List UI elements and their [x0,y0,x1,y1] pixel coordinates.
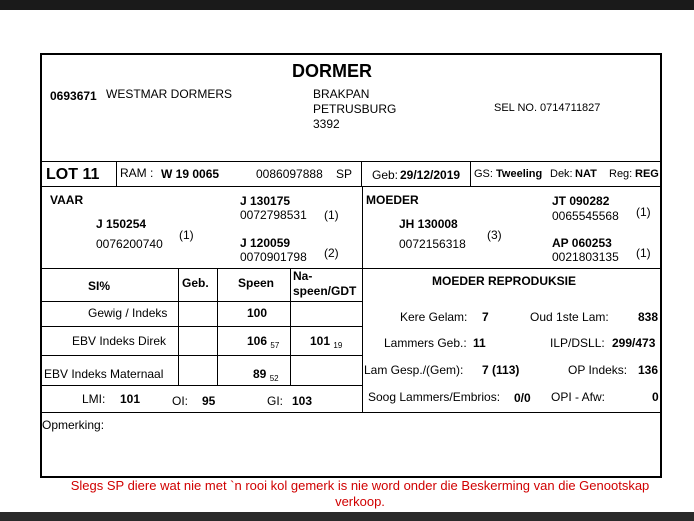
moeder-label: MOEDER [366,193,419,207]
address-line-1: BRAKPAN [313,87,370,101]
lam-gesp-value: 7 (113) [482,363,520,377]
lot-number: LOT 11 [46,166,100,183]
row-direk-label: EBV Indeks Direk [72,334,167,348]
ram-label: RAM : [120,166,154,180]
si-header: SI% [88,279,111,293]
opmerking-label: Opmerking: [42,418,105,432]
sire-sire-num: (1) [324,208,339,222]
dam-reg: 0072156318 [399,237,466,251]
breed-title: DORMER [292,61,372,81]
oi-label: OI: [172,394,189,408]
row-direk-speen-value: 106 [247,334,268,348]
repro-title: MOEDER REPRODUKSIE [432,274,577,288]
row-direk-speen [247,334,279,353]
ram-reg: 0086097888 [256,167,323,181]
sire-dam-reg: 0070901798 [240,250,307,264]
lammers-geb-label: Lammers Geb.: [384,336,467,350]
row-gewig-label: Gewig / Indeks [88,306,168,320]
row-maternaal-speen-value: 89 [253,367,267,381]
ilp-label: ILP/DSLL: [550,336,605,350]
sire-id: J 150254 [96,217,147,231]
divider-row-2 [42,355,362,356]
bottom-bar [0,512,694,521]
divider-perf-head [42,301,362,302]
reg-number: 0693671 [50,89,97,103]
lmi-label: LMI: [82,392,106,406]
divider-row-3 [42,385,362,386]
dam-dam-reg: 0021803135 [552,250,619,264]
lot-card [40,53,662,478]
row-direk-naspeen [310,334,342,353]
oud-label: Oud 1ste Lam: [530,310,609,324]
dam-id: JH 130008 [399,217,458,231]
opi-label: OPI - Afw: [551,390,606,404]
vaar-label: VAAR [50,193,84,207]
sire-dam-id: J 120059 [240,236,291,250]
gi-value: 103 [292,394,313,408]
gi-label: GI: [267,394,284,408]
gs-value: Tweeling [496,168,543,180]
row-direk-naspeen-sub: 19 [333,341,343,350]
divider-lot-top [42,161,662,162]
oud-value: 838 [638,310,659,324]
dam-dam-num: (1) [636,246,651,260]
geb-header: Geb. [182,276,209,290]
divider-geb [470,161,471,186]
owner-name: WESTMAR DORMERS [106,87,232,101]
row-gewig-speen: 100 [247,306,268,320]
geb-date: 29/12/2019 [400,168,461,182]
divider-lot-bottom [42,186,662,187]
divider-geb-col [178,268,179,385]
op-label: OP Indeks: [568,363,628,377]
sire-reg: 0076200740 [96,237,163,251]
gs-label: GS: [474,168,493,180]
lam-gesp-label: Lam Gesp./(Gem): [364,363,464,377]
sire-dam-num: (2) [324,246,339,260]
row-maternaal-label: EBV Indeks Maternaal [44,367,164,381]
sire-sire-id: J 130175 [240,194,291,208]
row-direk-naspeen-value: 101 [310,334,331,348]
sire-sire-reg: 0072798531 [240,208,307,222]
dam-dam-id: AP 060253 [552,236,612,250]
kere-gelam-label: Kere Gelam: [400,310,468,324]
divider-row-1 [42,326,362,327]
address-line-2: PETRUSBURG [313,102,397,116]
oi-value: 95 [202,394,216,408]
reg-label: Reg: [609,168,633,180]
row-maternaal-speen [253,367,279,386]
dam-sire-reg: 0065545568 [552,209,619,223]
divider-speen-col [217,268,218,385]
reg-value: REG [635,168,659,180]
dam-sire-num: (1) [636,205,651,219]
top-bar [0,0,694,10]
lammers-geb-value: 11 [473,336,486,350]
divider-perf-bottom [42,412,662,413]
ram-id: W 19 0065 [161,167,220,181]
dek-value: NAT [575,168,597,180]
address-line-3: 3392 [313,117,340,131]
naspeen-header: Na- speen/GDT [293,269,357,298]
ram-sp: SP [336,167,353,181]
divider-ram [361,161,362,186]
opi-value: 0 [652,390,659,404]
speen-header: Speen [238,276,275,290]
soog-value: 0/0 [514,391,531,405]
divider-naspeen-col [290,268,291,385]
divider-center [362,186,363,412]
lmi-value: 101 [120,392,141,406]
dek-label: Dek: [550,168,573,180]
geb-label: Geb: [372,168,399,182]
dam-sire-id: JT 090282 [552,194,610,208]
dam-num: (3) [487,228,502,242]
row-maternaal-speen-sub: 52 [269,374,279,383]
op-value: 136 [638,363,659,377]
soog-label: Soog Lammers/Embrios: [368,390,501,404]
kere-gelam-value: 7 [482,310,489,324]
footer-notice: Slegs SP diere wat nie met `n rooi kol gemerk is nie word onder die Beskerming van die Genootskap verkoop. [70,478,650,509]
sel-number: SEL NO. 0714711827 [494,102,601,114]
divider-lot [116,161,117,186]
row-direk-speen-sub: 57 [270,341,280,350]
ilp-value: 299/473 [612,336,656,350]
sire-num: (1) [179,228,194,242]
